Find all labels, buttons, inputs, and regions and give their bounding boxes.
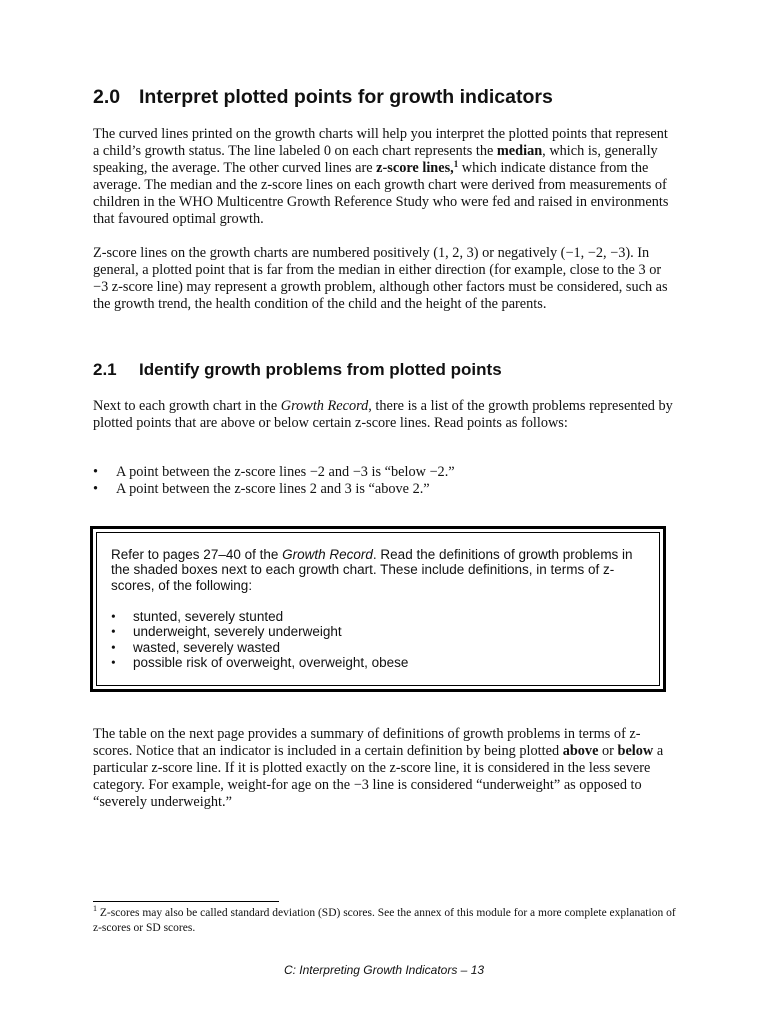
paragraph-growth-record — [93, 398, 675, 432]
list-item-text: wasted, severely wasted — [133, 639, 281, 655]
section-title: Interpret plotted points for growth indicators — [139, 86, 553, 108]
list-item-text: possible risk of overweight, overweight, obese — [133, 655, 409, 671]
text-run: , there is a list of the growth problems represented by plotted points that are above or below certain z-score lines. Read points as follows: — [93, 398, 673, 431]
text-run: The curved lines printed on the growth charts will help you interpret the plotted points that represent a child’s growth status. The line labeled 0 on each chart represents the — [93, 126, 668, 159]
bullet-glyph: • — [111, 655, 116, 671]
bullet-glyph: • — [111, 609, 116, 624]
bold-term-zscore-lines: z-score lines — [376, 160, 451, 176]
text-run: The table on the next page provides a summary of definitions of growth problems in terms of z-scores. Notice that an indicator is included in a certain definition by being plotted — [93, 726, 641, 759]
footnote-ref: 1 — [453, 159, 459, 169]
list-item-text: underweight, severely underweight — [133, 624, 342, 640]
text-run: , which is, generally speaking, the average. The other curved lines are — [93, 143, 658, 176]
section-title: Identify growth problems from plotted points — [139, 360, 502, 379]
paragraph-summary-table-intro — [93, 726, 675, 811]
list-item — [93, 464, 455, 481]
list-item — [111, 655, 408, 670]
heading-section-2-0 — [93, 86, 553, 109]
heading-section-2-1 — [93, 360, 502, 380]
bold-term-median: median — [496, 143, 543, 159]
list-item-text: A point between the z-score lines 2 and 3 is “above 2.” — [116, 481, 430, 497]
italic-title-growth-record: Growth Record — [280, 398, 369, 414]
list-item — [111, 640, 408, 655]
list-item-text: A point between the z-score lines −2 and −3 is “below −2.” — [116, 464, 455, 480]
paragraph-zscore-numbering: Z-score lines on the growth charts are numbered positively (1, 2, 3) or negatively (−1, −2, −3). In general, a plotted point that is far from the median in either direction (for example, close to the 3 or −3 z-score line) may represent a growth problem, although other factors must be considered, such as the growth trend, the health condition of the child and the height of the parents. — [93, 245, 668, 312]
section-number: 2.0 — [93, 86, 121, 108]
footnote-marker: 1 — [93, 904, 97, 913]
page-footer: C: Interpreting Growth Indicators – 13 — [283, 963, 485, 977]
bold-comma: , — [450, 160, 454, 176]
text-run: Refer to pages 27–40 of the — [111, 547, 283, 562]
bullet-glyph: • — [93, 481, 99, 497]
italic-title-growth-record: Growth Record — [282, 547, 373, 562]
bullet-glyph: • — [111, 624, 116, 640]
text-run: or — [598, 743, 618, 759]
text-run: which indicate distance from the average. The median and the z-score lines on each growth chart were derived from measurements of children in the WHO Multicentre Growth Reference Study who were fed and raised in environments that favoured optimal growth. — [93, 160, 669, 227]
callout-text — [111, 547, 651, 593]
bold-term-below: below — [617, 743, 654, 759]
paragraph-median-zscore — [93, 126, 675, 228]
list-item — [93, 481, 455, 498]
text-run: Next to each growth chart in the — [93, 398, 281, 414]
bullet-glyph: • — [93, 464, 99, 480]
section-number: 2.1 — [93, 360, 117, 379]
footnote — [93, 906, 683, 935]
bullet-glyph: • — [111, 639, 116, 655]
text-run: . Read the definitions of growth problems in the shaded boxes next to each growth chart. These include definitions, in terms of z-scores, of the following: — [111, 547, 633, 593]
callout-list — [111, 609, 408, 671]
footnote-text: Z-scores may also be called standard deviation (SD) scores. See the annex of this module for a more complete explanation of z-scores or SD scores. — [93, 907, 676, 934]
bold-term-above: above — [562, 743, 599, 759]
footnote-separator — [93, 901, 279, 902]
text-run: a particular z-score line. If it is plotted exactly on the z-score line, it is considered in the less severe category. For example, weight-for age on the −3 line is considered “underweight” as opposed to “severely underweight.” — [93, 743, 664, 810]
list-item — [111, 609, 408, 624]
list-item — [111, 624, 408, 639]
bullet-list — [93, 464, 455, 498]
list-item-text: stunted, severely stunted — [133, 609, 284, 624]
